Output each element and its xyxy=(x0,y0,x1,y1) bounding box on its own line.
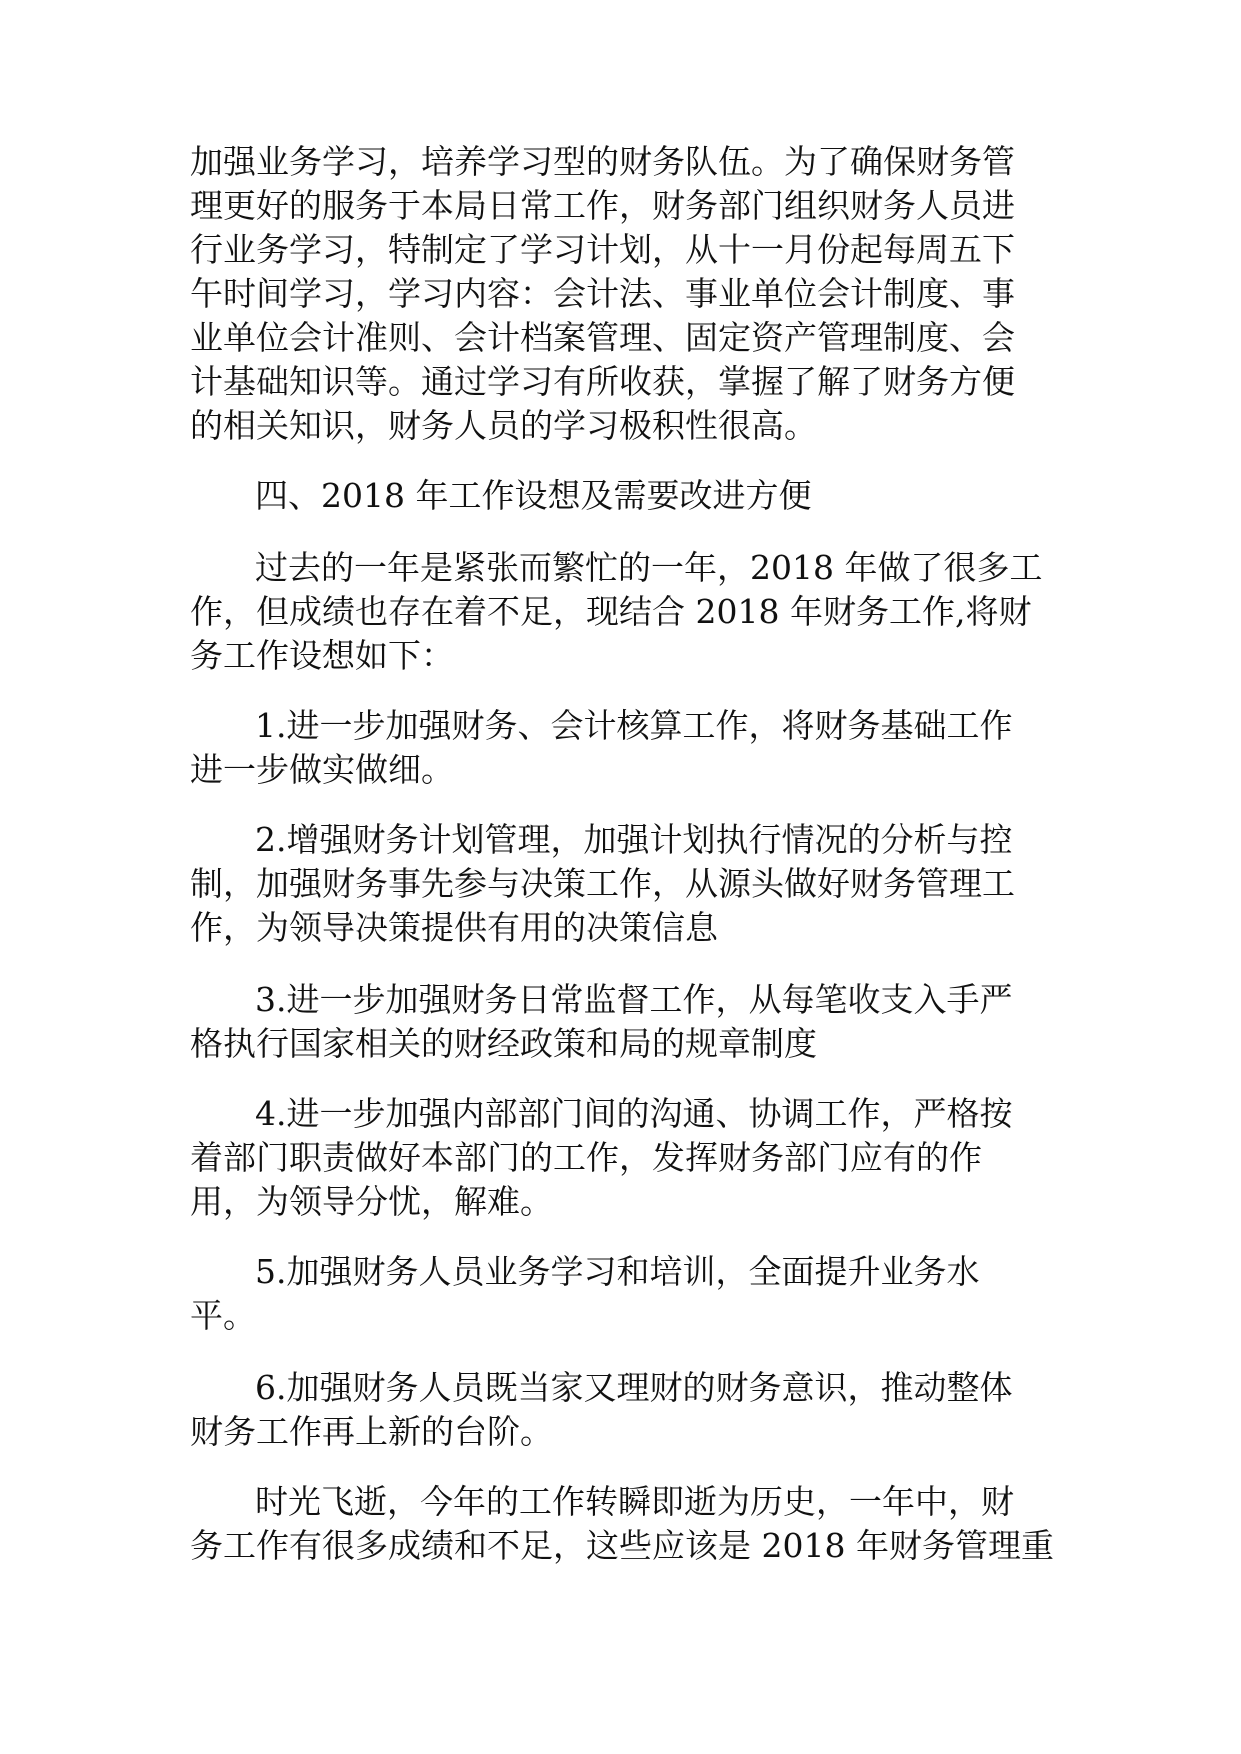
section-heading: 四、2018 年工作设想及需要改进方便 xyxy=(255,476,812,515)
paragraph-line: 务工作有很多成绩和不足，这些应该是 2018 年财务管理重 xyxy=(190,1526,1054,1565)
paragraph-line: 计基础知识等。通过学习有所收获，掌握了解了财务方便 xyxy=(190,362,1015,401)
list-item-line: 6.加强财务人员既当家又理财的财务意识，推动整体 xyxy=(255,1368,1013,1407)
paragraph-line: 理更好的服务于本局日常工作，财务部门组织财务人员进 xyxy=(190,186,1015,225)
paragraph-line: 作，但成绩也存在着不足，现结合 2018 年财务工作,将财 xyxy=(190,592,1032,631)
list-item-line: 财务工作再上新的台阶。 xyxy=(190,1412,553,1451)
paragraph-line: 午时间学习，学习内容：会计法、事业单位会计制度、事 xyxy=(190,274,1015,313)
list-item-line: 进一步做实做细。 xyxy=(190,750,454,789)
list-item-line: 用，为领导分忧，解难。 xyxy=(190,1182,553,1221)
paragraph-line: 过去的一年是紧张而繁忙的一年，2018 年做了很多工 xyxy=(255,548,1043,587)
list-item-line: 4.进一步加强内部部门间的沟通、协调工作，严格按 xyxy=(255,1094,1013,1133)
list-item-line: 格执行国家相关的财经政策和局的规章制度 xyxy=(190,1024,817,1063)
list-item-line: 2.增强财务计划管理，加强计划执行情况的分析与控 xyxy=(255,820,1013,859)
paragraph-line: 业单位会计准则、会计档案管理、固定资产管理制度、会 xyxy=(190,318,1015,357)
list-item-line: 3.进一步加强财务日常监督工作，从每笔收支入手严 xyxy=(255,980,1013,1019)
list-item-line: 平。 xyxy=(190,1296,256,1335)
list-item-line: 作，为领导决策提供有用的决策信息 xyxy=(190,908,718,947)
paragraph-line: 加强业务学习，培养学习型的财务队伍。为了确保财务管 xyxy=(190,142,1015,181)
list-item-line: 1.进一步加强财务、会计核算工作，将财务基础工作 xyxy=(255,706,1013,745)
paragraph-line: 行业务学习，特制定了学习计划，从十一月份起每周五下 xyxy=(190,230,1015,269)
list-item-line: 着部门职责做好本部门的工作，发挥财务部门应有的作 xyxy=(190,1138,982,1177)
paragraph-line: 的相关知识，财务人员的学习极积性很高。 xyxy=(190,406,817,445)
paragraph-line: 务工作设想如下： xyxy=(190,636,454,675)
paragraph-line: 时光飞逝，今年的工作转瞬即逝为历史，一年中，财 xyxy=(255,1482,1014,1521)
list-item-line: 制，加强财务事先参与决策工作，从源头做好财务管理工 xyxy=(190,864,1015,903)
list-item-line: 5.加强财务人员业务学习和培训，全面提升业务水 xyxy=(255,1252,980,1291)
